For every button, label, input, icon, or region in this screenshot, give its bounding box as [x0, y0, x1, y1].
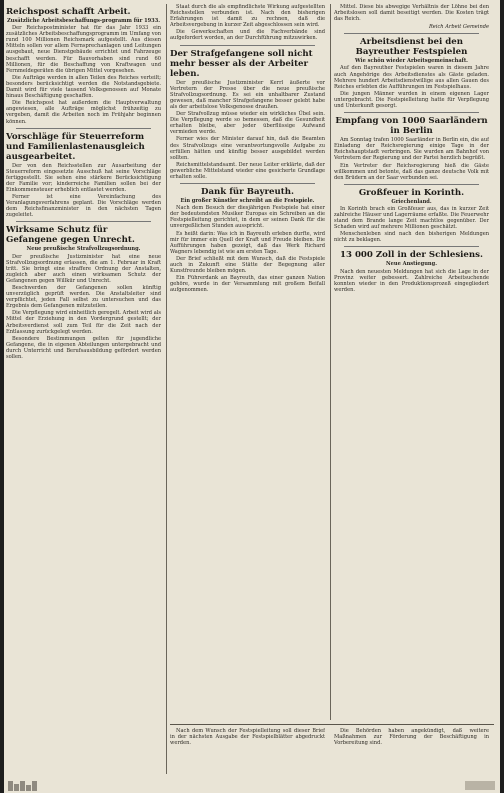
- column-3-bottom: [334, 728, 489, 776]
- signature-line: Reich Arbeit Gemeinde: [428, 24, 489, 31]
- color-calibration-strip: [8, 779, 46, 791]
- column-separator: [166, 4, 167, 774]
- article-paragraph: Der Brief schließt mit dem Wunsch, daß die Festspiele auch in Zukunft eine Stätte der Begegnung aller Kunstfreunde bleiben mögen.: [170, 255, 325, 275]
- article-paragraph: Staat durch die als empfindlichste Wirkung aufgestellten Reichsstellen verbunden ist. Nach den bisherigen Erfahrungen ist damit zu rechnen, daß die Arbeitsvergebung in kurzer Zeit abgeschlossen sein wird.: [170, 4, 325, 29]
- article-paragraph: Ferner wies der Minister darauf hin, daß die Beamten des Strafvollzugs eine verantwortungsvolle Aufgabe zu erfüllen hätten und künftig besser ausgebildet werden sollten.: [170, 136, 325, 161]
- column-separator: [330, 4, 331, 720]
- article-divider: [344, 112, 479, 113]
- article-divider: [16, 221, 151, 222]
- headline-steuerreform: Vorschläge für Steuerreform und Familienlastenausgleich ausgearbeitet.: [6, 131, 145, 162]
- page-footer: [4, 778, 500, 793]
- column-2: [170, 4, 325, 720]
- archive-stamp: [465, 781, 495, 790]
- article-paragraph: Die Reichspost hat außerdem die Hauptverwaltung angewiesen, alle Aufträge möglichst frühzeitig zu vergeben, damit die Arbeiten noch im Frühjahr beginnen können.: [6, 100, 161, 125]
- subheadline-korinth: Griechenland.: [391, 198, 432, 205]
- article-paragraph: Nach den neuesten Meldungen hat sich die Lage in der Provinz weiter gebessert. Zahlreiche Arbeitsuchende konnten wieder in den Produktionsprozeß eingegliedert werden.: [334, 268, 489, 293]
- article-divider: [180, 183, 315, 184]
- headline-bayreuth: Dank für Bayreuth.: [201, 187, 294, 198]
- article-paragraph: Der Strafvollzug müsse wieder ein wirkliches Übel sein. Die Verpflegung werde so bemessen, daß die Gesundheit erhalten bleibe, aber jeder überflüssige Aufwand vermieden werde.: [170, 111, 325, 136]
- article-divider: [344, 246, 479, 247]
- article-paragraph: Es heißt darin: Was ich in Bayreuth erleben durfte, wird mir für immer ein Quell der Kraft und Freude bleiben. Die Aufführungen haben gezeigt, daß das Werk Richard Wagners lebendig ist wie am ersten Tage.: [170, 230, 325, 255]
- article-paragraph: Besondere Bestimmungen gelten für jugendliche Gefangene, die in eigenen Abteilungen untergebracht und durch Unterricht und Berufsausbildung gefördert werden sollen.: [6, 335, 161, 361]
- article-paragraph: Der von den Reichsstellen zur Ausarbeitung der Steuerreform eingesetzte Ausschuß hat seine Vorschläge fertiggestellt. Sie sehen eine stärkere Berücksichtigung der Familie vor; kinderreiche Familien sollen bei der Einkommensteuer erheblich entlastet werden.: [6, 162, 161, 193]
- article-paragraph: Der preußische Justizminister Kerrl äußerte vor Vertretern der Presse über die neue preußische Strafvollzugsordnung. Es sei ein unhaltbarer Zustand gewesen, daß mancher Strafgefangene besser gelebt habe als der arbeitslose Volksgenosse draußen.: [170, 79, 325, 110]
- headline-reichspost: Reichspost schafft Arbeit.: [6, 7, 131, 17]
- article-divider: [16, 128, 151, 129]
- headline-korinth: Großfeuer in Korinth.: [358, 187, 465, 198]
- article-paragraph: Die Behörden haben angekündigt, daß weitere Maßnahmen zur Förderung der Beschäftigung in Vorbereitung sind.: [334, 728, 489, 747]
- column-2-bottom: [170, 728, 325, 776]
- column-1: [6, 4, 161, 774]
- headline-strafgefangene: Der Strafgefangene soll nicht mehr besser als der Arbeiter leben.: [170, 48, 313, 79]
- bottom-divider: [170, 724, 494, 725]
- article-paragraph: Menschenleben sind nach den bisherigen Meldungen nicht zu beklagen.: [334, 231, 489, 244]
- headline-arbeitsdienst: Arbeitsdienst bei den Bayreuther Festspielen: [355, 37, 468, 58]
- article-paragraph: Die Verpflegung wird einheitlich geregelt. Arbeit wird als Mittel der Erziehung in den Vordergrund gestellt; der Arbeitsverdienst soll zum Teil für die Zeit nach der Entlassung zurückgelegt werden.: [6, 310, 161, 335]
- headline-gefangene: Wirksame Schutz für Gefangene gegen Unrecht.: [6, 225, 135, 246]
- article-divider: [344, 184, 479, 185]
- article-paragraph: Beschwerden der Gefangenen sollen künftig unverzüglich geprüft werden. Die Anstaltsleiter sind verpflichtet, jeden Fall selbst zu untersuchen und das Ergebnis dem Gefangenen mitzuteilen.: [6, 285, 161, 310]
- article-divider: [344, 33, 479, 34]
- article-paragraph: Ferner ist eine Vereinfachung des Veranlagungsverfahrens geplant. Die Vorschläge werden dem Reichsfinanzminister in den nächsten Tagen zugeleitet.: [6, 194, 161, 219]
- article-divider: [180, 45, 315, 46]
- article-paragraph: Reichsmittelstandsamt. Der neue Leiter erklärte, daß der gewerbliche Mittelstand wieder eine gesicherte Grundlage erhalten solle.: [170, 161, 325, 180]
- headline-saarlaender: Empfang von 1000 Saarländern in Berlin: [335, 116, 488, 137]
- article-paragraph: Mittel. Diese bis abwegige Verhältnis der Löhne bei den Arbeitslosen soll damit beseitigt werden. Die Kosten trägt das Reich.: [334, 4, 489, 23]
- article-paragraph: Die jungen Männer wurden in einem eigenen Lager untergebracht. Die Festspielleitung hatte für Verpflegung und Unterkunft gesorgt.: [334, 90, 489, 110]
- article-paragraph: In Korinth brach ein Großfeuer aus, das in kurzer Zeit zahlreiche Häuser und Lagerräume erfaßte. Die Feuerwehr stand dem Brande lange Zeit machtlos gegenüber. Der Schaden wird auf mehrere Millionen geschätzt.: [334, 205, 489, 231]
- right-scan-edge: [500, 0, 504, 793]
- subheadline-arbeitsdienst: Wie schön wieder Arbeitsgemeinschaft.: [355, 58, 468, 65]
- column-3: [334, 4, 489, 720]
- article-paragraph: Ein Vertreter der Reichsregierung hieß die Gäste willkommen und betonte, daß das ganze deutsche Volk mit den Brüdern an der Saar verbunden sei.: [334, 162, 489, 181]
- article-paragraph: Nach dem Besuch der diesjährigen Festspiele hat einer der bedeutendsten Musiker Europas ein Schreiben an die Festspielleitung gerichtet, in dem er seinen Dank für die unvergeßlichen Stunden ausspricht.: [170, 205, 325, 230]
- article-paragraph: Ein Führerdank an Bayreuth, das einer ganzen Nation gehöre, wurde in der Versammlung mit großem Beifall aufgenommen.: [170, 275, 325, 294]
- article-paragraph: Nach dem Wunsch der Festspielleitung soll dieser Brief in der nächsten Ausgabe der Festspielblätter abgedruckt werden.: [170, 728, 325, 747]
- article-paragraph: Die Aufträge werden in allen Teilen des Reiches verteilt; besonders berücksichtigt werden die Notstandsgebiete. Damit wird für viele tausend Volksgenossen auf Monate hinaus Beschäftigung geschaffen.: [6, 74, 161, 100]
- subheadline-bayreuth: Ein großer Künstler schreibt an die Festspiele.: [180, 198, 315, 205]
- subheadline-reichspost: Zusätzliche Arbeitsbeschaffungs-programm für 1933.: [6, 18, 161, 24]
- article-paragraph: Am Sonntag trafen 1000 Saarländer in Berlin ein, die auf Einladung der Reichsregierung einige Tage in der Reichshauptstadt verbringen. Sie wurden am Bahnhof von Vertretern der Regierung und der Partei herzlich begrüßt.: [334, 137, 489, 162]
- subheadline-schlesien: Neue Anstiegung.: [386, 261, 437, 268]
- subheadline-gefangene: Neue preußische Strafvollzugsordnung.: [26, 246, 141, 253]
- headline-schlesien: 13 000 Zoll in der Schlesiens.: [340, 250, 483, 261]
- article-paragraph: Der preußische Justizminister hat eine neue Strafvollzugsordnung erlassen, die am 1. Februar in Kraft tritt. Sie bringt eine straffere Ordnung der Anstalten, zugleich aber auch einen wirksamen Schutz der Gefangenen gegen Willkür und Unrecht.: [6, 253, 161, 284]
- article-paragraph: Die Gewerkschaften und die Fachverbände sind aufgefordert worden, an der Durchführung mitzuwirken.: [170, 29, 325, 42]
- article-paragraph: Auf den Bayreuther Festspielen waren in diesem Jahre auch Angehörige des Arbeitsdienstes als Gäste geladen. Mehrere hundert Arbeitsdienstwillige aus allen Gauen des Reiches erlebten die Aufführungen im Festspielhaus.: [334, 65, 489, 90]
- article-paragraph: Der Reichspostminister hat für das Jahr 1933 ein zusätzliches Arbeitsbeschaffungsprogramm im Umfang von rund 100 Millionen Reichsmark aufgestellt. Aus diesen Mitteln sollen vor allem Fernsprechanlagen und Leitungen ausgebaut, neue Dienstgebäude errichtet und Fahrzeuge beschafft werden. Für Bauvorhaben sind rund 60 Millionen, für die Beschaffung von Kraftwagen und Fernmeldegeräten die übrigen Mittel vorgesehen.: [6, 25, 161, 74]
